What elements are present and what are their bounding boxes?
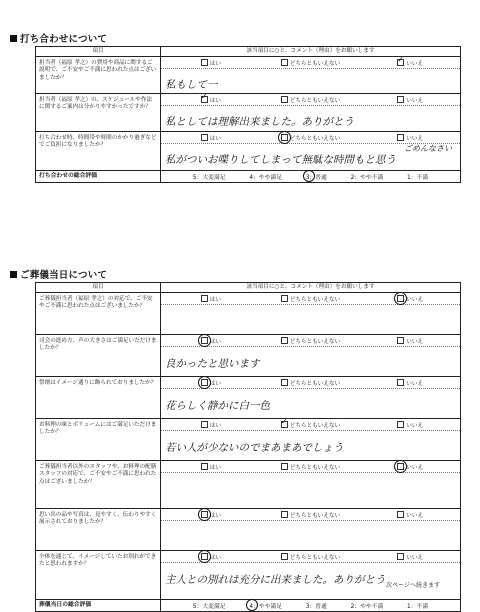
answer-cell — [161, 551, 461, 600]
option-no[interactable] — [360, 511, 460, 519]
option-neutral[interactable] — [261, 59, 361, 67]
rating-option[interactable]: 2：やや不満 — [350, 175, 384, 181]
option-label: いいえ — [406, 512, 424, 519]
option-label: はい — [209, 464, 221, 471]
section1-title — [10, 31, 107, 45]
checkbox-icon[interactable] — [281, 59, 288, 66]
option-label: いいえ — [406, 464, 424, 471]
rating-option[interactable]: 1：不満 — [407, 604, 429, 610]
handwritten-comment: 主人との別れは充分に出来ました。ありがとう — [165, 574, 386, 586]
answer-cell — [161, 335, 461, 377]
section2-header-row — [36, 283, 461, 293]
checkbox-icon[interactable] — [281, 421, 288, 428]
option-label: どちらともいえない — [289, 380, 341, 387]
option-label: はい — [209, 422, 221, 429]
option-yes[interactable] — [161, 553, 261, 561]
option-no[interactable] — [360, 59, 460, 67]
answer-cell — [161, 461, 461, 509]
answer-cell — [161, 57, 461, 94]
checkbox-icon[interactable] — [281, 463, 288, 470]
answer-options — [161, 335, 460, 347]
section1-title-text: 打ち合わせについて — [20, 34, 108, 45]
option-label: どちらともいえない — [289, 512, 341, 519]
checkbox-icon[interactable] — [397, 379, 404, 386]
square-bullet-icon — [10, 271, 17, 278]
answer-cell — [161, 509, 461, 551]
option-yes[interactable] — [161, 511, 261, 519]
rating-option[interactable]: 4：やや満足 — [249, 601, 282, 610]
option-no[interactable] — [360, 295, 460, 303]
checkbox-icon[interactable] — [201, 96, 208, 103]
checkbox-icon[interactable] — [281, 379, 288, 386]
checkbox-icon[interactable] — [397, 337, 404, 344]
section1-col-item: 項目 — [36, 47, 161, 57]
option-label: いいえ — [406, 60, 424, 67]
option-yes[interactable] — [161, 295, 261, 303]
handwritten-comment: 私もして一 — [165, 79, 218, 91]
checkbox-icon[interactable] — [201, 463, 208, 470]
section2-title-text: ご葬儀当日について — [20, 270, 108, 281]
question-cell: ご葬儀担当者以外のスタッフや、お料理の配膳スタッフの対応で、ご不安やご不満に思われた点はございましたか？ — [36, 461, 161, 509]
question-cell: 思い出の品や写真は、見やすく、伝わりやすく展示されておりましたか？ — [36, 509, 161, 551]
total-rating-scale — [161, 171, 461, 183]
option-no[interactable] — [360, 553, 460, 561]
option-label: どちらともいえない — [289, 60, 341, 67]
option-label: はい — [209, 60, 221, 67]
option-neutral[interactable] — [261, 511, 361, 519]
checkbox-icon[interactable] — [397, 59, 404, 66]
rating-option[interactable]: 4：やや満足 — [249, 175, 282, 181]
question-cell: 担当者（福原 孝之）の、スケジュールや作法に関するご案内は分かりやすかったですか？ — [36, 94, 161, 132]
option-yes[interactable] — [161, 96, 261, 104]
option-label: いいえ — [406, 338, 424, 345]
answer-cell — [161, 132, 461, 171]
section2-col-item: 項目 — [36, 283, 161, 293]
option-label: はい — [209, 512, 221, 519]
option-label: はい — [209, 554, 221, 561]
option-yes[interactable] — [161, 337, 261, 345]
checkbox-icon[interactable] — [397, 96, 404, 103]
rating-option[interactable]: 1：不満 — [407, 175, 429, 181]
option-label: はい — [209, 338, 221, 345]
table-row — [36, 94, 461, 132]
option-label: どちらともいえない — [289, 338, 341, 345]
table-row — [36, 293, 461, 335]
checkbox-icon[interactable] — [397, 295, 404, 302]
option-label: はい — [209, 135, 221, 142]
checkbox-icon[interactable] — [281, 96, 288, 103]
option-neutral[interactable] — [261, 295, 361, 303]
total-rating-label: 打ち合わせの総合評価 — [36, 171, 161, 183]
continue-note: 次ページへ続きます — [386, 582, 440, 589]
checkbox-icon[interactable] — [201, 379, 208, 386]
total-rating-row — [36, 171, 461, 183]
option-neutral[interactable] — [261, 379, 361, 387]
table-row — [36, 132, 461, 171]
table-row — [36, 509, 461, 551]
option-label: どちらともいえない — [289, 464, 341, 471]
option-label: いいえ — [406, 97, 424, 104]
answer-cell — [161, 293, 461, 335]
option-yes[interactable] — [161, 421, 261, 429]
table-row — [36, 377, 461, 419]
option-neutral[interactable] — [261, 134, 361, 142]
table-row — [36, 461, 461, 509]
section1-col-comment: 該当項目に○と、コメント（理由）をお願いします — [161, 47, 461, 57]
checkbox-icon[interactable] — [397, 463, 404, 470]
rating-option[interactable]: 3：普通 — [305, 604, 327, 610]
option-label: いいえ — [406, 380, 424, 387]
section2-table — [35, 282, 461, 612]
option-yes[interactable] — [161, 59, 261, 67]
option-yes[interactable] — [161, 463, 261, 471]
checkbox-icon[interactable] — [397, 511, 404, 518]
checkbox-icon[interactable] — [281, 511, 288, 518]
checkbox-icon[interactable] — [281, 553, 288, 560]
answer-cell — [161, 377, 461, 419]
checkbox-icon[interactable] — [281, 134, 288, 141]
option-neutral[interactable] — [261, 337, 361, 345]
option-no[interactable] — [360, 134, 460, 142]
answer-options — [161, 551, 460, 563]
handwritten-comment: 花らしく静かに白一色 — [165, 400, 270, 412]
question-cell: 全体を通じて、イメージしていたお別れができたと思われますか？ — [36, 551, 161, 600]
answer-options — [161, 94, 460, 106]
rating-option[interactable]: 3：普通 — [306, 172, 327, 181]
answer-cell — [161, 419, 461, 461]
table-row — [36, 551, 461, 600]
handwritten-note: ごめんなさい — [404, 144, 452, 153]
table-row — [36, 57, 461, 94]
total-rating-row — [36, 600, 461, 612]
total-rating-label: 葬儀当日の総合評価 — [36, 600, 161, 612]
checkbox-icon[interactable] — [201, 134, 208, 141]
question-cell: お料理の味とボリュームにはご満足いただけましたか？ — [36, 419, 161, 461]
option-label: はい — [209, 380, 221, 387]
total-rating-scale — [161, 600, 461, 612]
checkbox-icon[interactable] — [397, 421, 404, 428]
answer-options — [161, 509, 460, 521]
option-no[interactable] — [360, 337, 460, 345]
checkbox-icon[interactable] — [281, 295, 288, 302]
rating-option[interactable]: 2：やや不満 — [350, 604, 384, 610]
square-bullet-icon — [10, 35, 17, 42]
section2-col-comment: 該当項目に○と、コメント（理由）をお願いします — [161, 283, 461, 293]
option-neutral[interactable] — [261, 96, 361, 104]
table-row — [36, 335, 461, 377]
option-yes[interactable] — [161, 379, 261, 387]
option-label: いいえ — [406, 554, 424, 561]
answer-options — [161, 293, 460, 305]
answer-options — [161, 57, 460, 69]
handwritten-comment: 私としては理解出来ました。ありがとう — [165, 116, 354, 128]
option-neutral[interactable] — [261, 421, 361, 429]
option-no[interactable] — [360, 96, 460, 104]
option-label: どちらともいえない — [289, 422, 341, 429]
question-cell: 司会の進め方、声の大きさはご満足いただけましたか？ — [36, 335, 161, 377]
rating-option[interactable]: 5：大変満足 — [192, 175, 226, 181]
question-cell: 担当者（福原 孝之）の費用や商品に関するご説明で、ご不安やご不満に思われた点はございましたか？ — [36, 57, 161, 94]
table-row — [36, 419, 461, 461]
section2-title — [10, 267, 107, 281]
option-yes[interactable] — [161, 134, 261, 142]
option-label: どちらともいえない — [289, 554, 341, 561]
option-label: どちらともいえない — [289, 296, 341, 303]
option-label: はい — [209, 97, 221, 104]
option-label: どちらともいえない — [289, 97, 341, 104]
answer-options — [161, 461, 460, 473]
option-no[interactable] — [360, 421, 460, 429]
section1-table — [35, 46, 461, 183]
option-label: どちらともいえない — [289, 135, 341, 142]
answer-cell — [161, 94, 461, 132]
option-neutral[interactable] — [261, 463, 361, 471]
option-label: いいえ — [406, 135, 424, 142]
answer-options — [161, 377, 460, 389]
option-label: はい — [209, 296, 221, 303]
checkbox-icon[interactable] — [201, 421, 208, 428]
checkbox-icon[interactable] — [201, 337, 208, 344]
option-label: いいえ — [406, 422, 424, 429]
checkbox-icon[interactable] — [281, 337, 288, 344]
rating-option[interactable]: 5：大変満足 — [192, 604, 226, 610]
checkbox-icon[interactable] — [201, 553, 208, 560]
option-no[interactable] — [360, 379, 460, 387]
handwritten-comment: 若い人が少ないのでまあまあでしょう — [165, 442, 344, 454]
handwritten-comment: 私がついお喋りしてしまって無駄な時間もと思う — [165, 154, 396, 166]
checkbox-icon[interactable] — [201, 295, 208, 302]
checkbox-icon[interactable] — [201, 511, 208, 518]
question-cell: 祭壇はイメージ通りに飾られておりましたか？ — [36, 377, 161, 419]
option-neutral[interactable] — [261, 553, 361, 561]
handwritten-comment: 良かったと思います — [165, 358, 260, 370]
checkbox-icon[interactable] — [397, 134, 404, 141]
checkbox-icon[interactable] — [201, 59, 208, 66]
option-label: いいえ — [406, 296, 424, 303]
checkbox-icon[interactable] — [397, 553, 404, 560]
answer-options — [161, 419, 460, 431]
question-cell: ご葬儀担当者（福原 孝之）の対応で、ご不安やご不満に思われた点はございましたか？ — [36, 293, 161, 335]
option-no[interactable] — [360, 463, 460, 471]
question-cell: 打ち合わせ時、時間帯や時間のかかり過ぎなどでご負担になりましたか？ — [36, 132, 161, 171]
